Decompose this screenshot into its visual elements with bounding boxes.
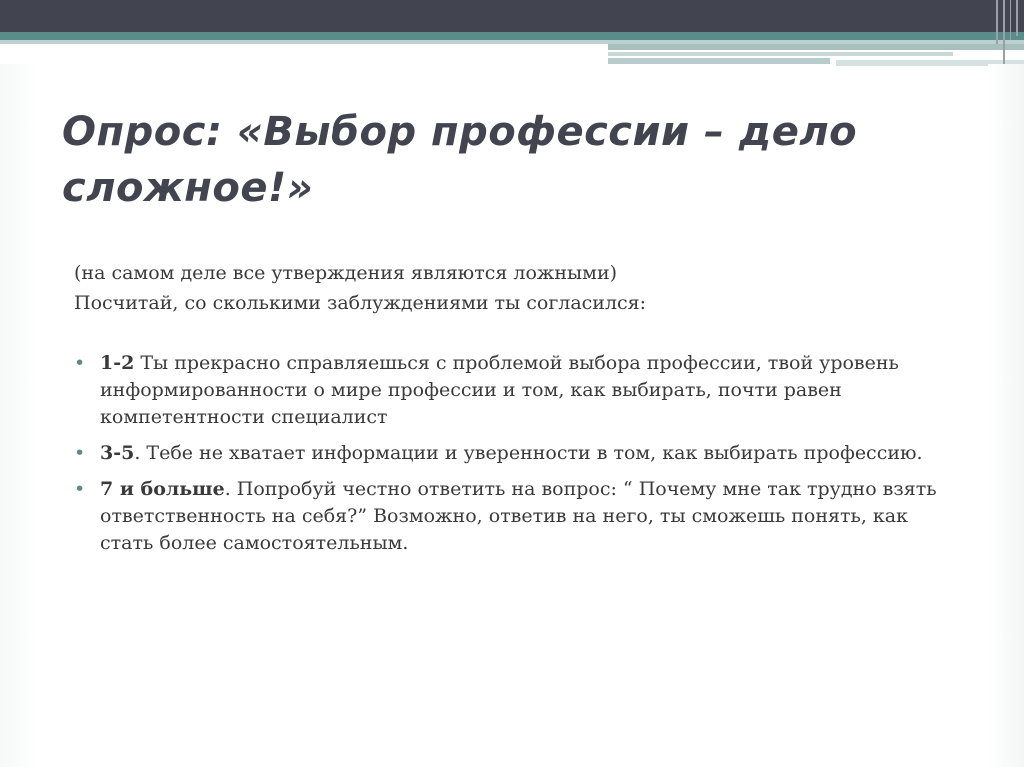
slide-left-shade: [0, 64, 40, 767]
list-item: [74, 440, 960, 467]
header-decor-stripe: [608, 44, 1024, 50]
list-item: [74, 350, 960, 431]
item-lead: 7 и больше: [100, 478, 225, 500]
header-decor-vline: [1010, 0, 1011, 40]
bullet-icon: •: [74, 478, 86, 500]
header-decor-stripe: [608, 52, 953, 56]
item-lead: 3-5: [100, 442, 135, 464]
header-decor-vline: [1016, 0, 1018, 36]
slide-right-shade: [988, 64, 1024, 767]
item-lead: 1-2: [100, 352, 135, 374]
intro-note: (на самом деле все утверждения являются ложными): [74, 262, 618, 284]
slide-body: [74, 258, 974, 566]
result-list: [74, 350, 974, 557]
intro-instruction: Посчитай, со сколькими заблуждениями ты согласился:: [74, 292, 647, 314]
slide-title: Опрос: «Выбор профессии – дело сложное!»: [62, 109, 858, 211]
item-text: . Попробуй честно ответить на вопрос: “ Почему мне так трудно взять ответственность на себя?” Возможно, ответив на него, ты сможешь понять, как стать более самостоятельным.: [100, 478, 937, 554]
bullet-icon: •: [74, 352, 86, 374]
list-item: [74, 476, 960, 557]
bullet-icon: •: [74, 442, 86, 464]
item-text: . Тебе не хватает информации и уверенности в том, как выбирать профессию.: [134, 442, 923, 464]
header-band-teal: [0, 32, 1024, 40]
header-decor-vline: [996, 0, 998, 44]
header-band-dark: [0, 0, 1024, 32]
item-text: Ты прекрасно справляешься с проблемой выбора профессии, твой уровень информированности о мире профессии и том, как выбирать, почти равен компетентности специалист: [100, 352, 899, 428]
header-decor-vline: [1003, 0, 1005, 70]
header-decor-stripe: [608, 58, 830, 64]
